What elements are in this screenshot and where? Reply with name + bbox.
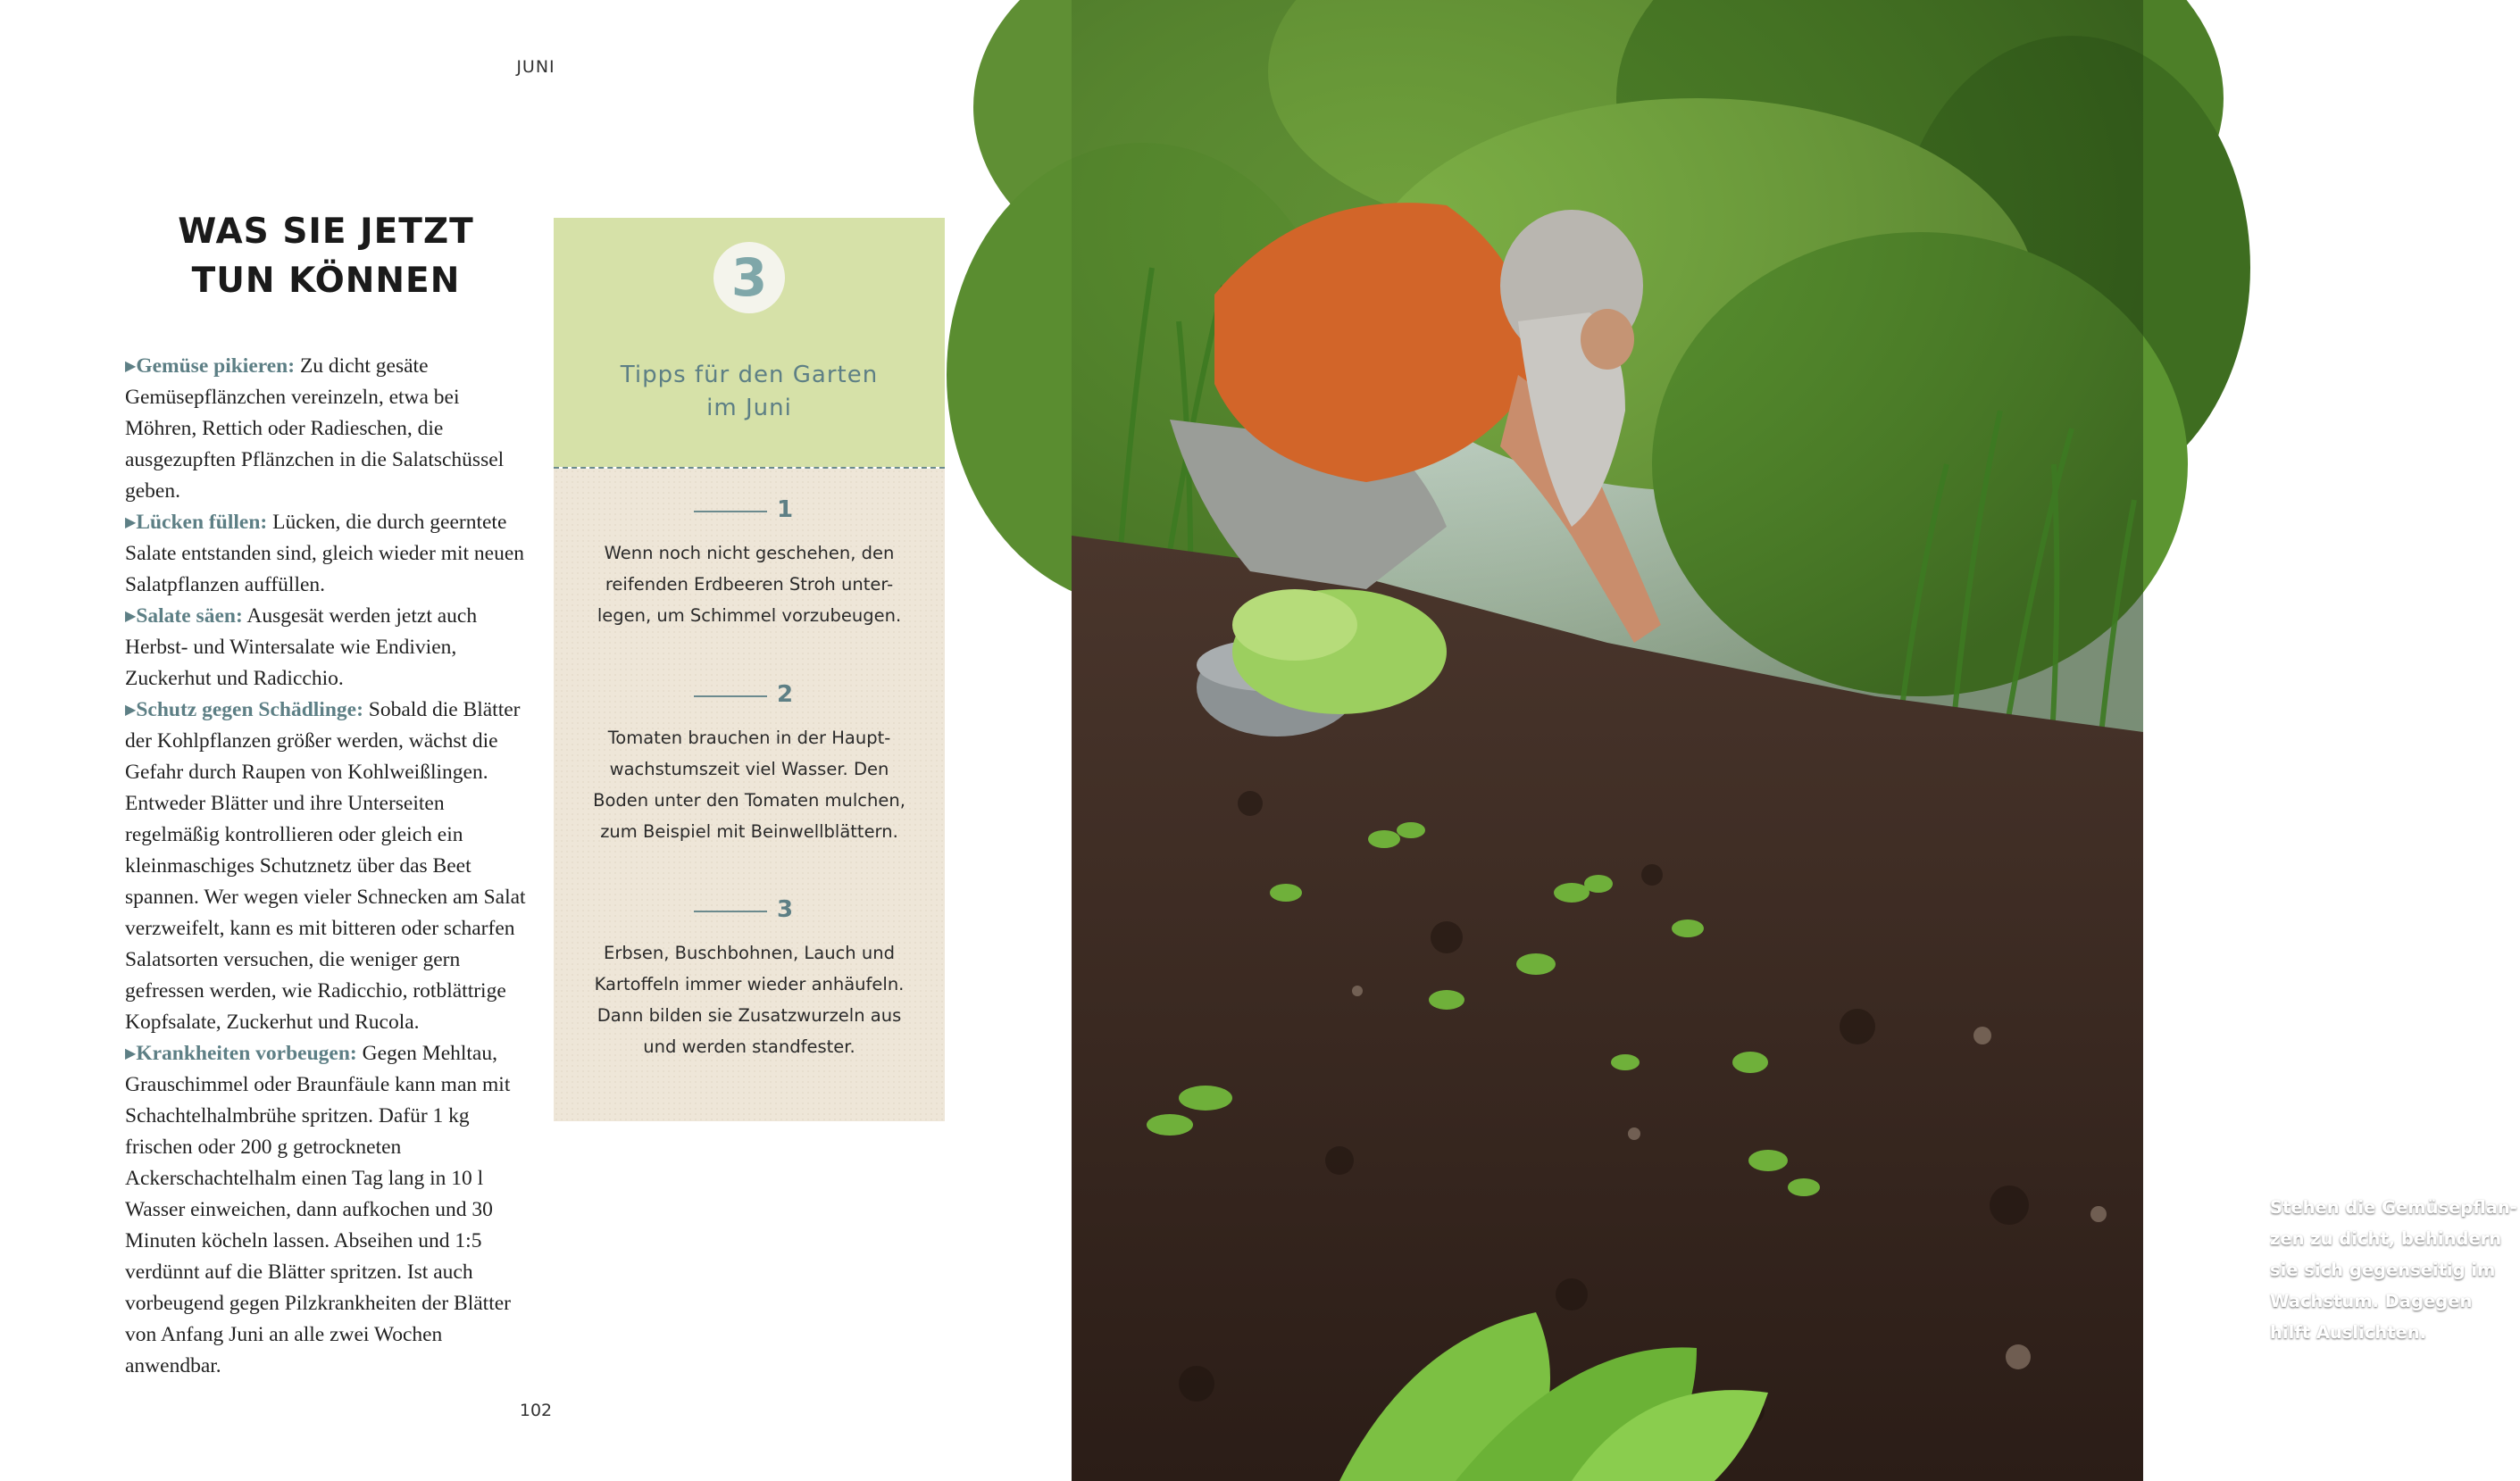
entry-schutz-schaedlinge <box>125 695 527 1038</box>
tip-rule <box>694 511 767 512</box>
entry-text: Sobald die Blätter der Kohlpflanzen größer werden, wächst die Gefahr durch Raupen von Kohlweißlingen. Entweder Blätter und ihre Unterseiten regelmäßig kontrollieren oder gleich ein kleinmaschiges Schutznetz über das Beet spannen. Wer wegen vieler Schnecken am Salat verzweifelt, kann es mit bitteren oder scharfen Salatsorten versuchen, die weniger gern gefressen werden, wie Radicchio, rotblättrige Kopfsalate, Zuckerhut und Rucola. <box>125 698 526 1034</box>
caption-line: sie sich gegenseitig im <box>2270 1260 2496 1280</box>
bullet-arrow-icon: ▶ <box>125 1046 137 1061</box>
caption-line: Wachstum. Dagegen <box>2270 1291 2473 1311</box>
bullet-arrow-icon: ▶ <box>125 609 137 624</box>
left-page <box>0 0 1072 1481</box>
tip-line: Kartoffeln immer wieder anhäufeln. <box>594 974 905 994</box>
garden-photo <box>1072 0 2517 1481</box>
entry-krankheiten-vorbeugen <box>125 1038 527 1382</box>
tip-text <box>554 722 945 847</box>
tip-line: legen, um Schimmel vorzubeugen. <box>597 605 902 626</box>
tip-line: Dann bilden sie Zusatzwurzeln aus <box>597 1005 902 1026</box>
tip-1 <box>554 495 945 631</box>
tips-title <box>554 359 945 425</box>
tips-box <box>554 218 945 1121</box>
entry-salate-saeen <box>125 601 527 695</box>
page-number: 102 <box>519 1401 553 1420</box>
entry-gemuese-pikieren <box>125 351 527 507</box>
tip-text <box>554 537 945 631</box>
caption-line: hilft Auslichten. <box>2270 1322 2427 1343</box>
tip-rule <box>694 911 767 912</box>
entry-lead: Lücken füllen: <box>136 511 268 534</box>
bullet-arrow-icon: ▶ <box>125 703 137 718</box>
tip-line: Boden unter den Tomaten mulchen, <box>593 790 905 811</box>
tip-number: 1 <box>777 496 794 523</box>
tips-title-line-2: im Juni <box>706 395 792 421</box>
entry-text: Gegen Mehltau, Grauschimmel oder Braunfäule kann man mit Schachtelhalmbrühe spritzen. Dafür 1 kg frischen oder 200 g getrockneten Ackerschachtelhalm einen Tag lang in 10 l Wasser einweichen, dann aufkochen und 30 Minuten köcheln lassen. Abseihen und 1:5 verdünnt auf die Blätter spritzen. Ist auch vorbeugend gegen Pilzkrankheiten der Blätter von Anfang Juni an alle zwei Wochen anwendbar. <box>125 1042 511 1377</box>
bullet-arrow-icon: ▶ <box>125 359 137 374</box>
tip-line: Wenn noch nicht geschehen, den <box>604 543 895 563</box>
body-text <box>125 351 527 1382</box>
entry-lead: Schutz gegen Schädlinge: <box>136 698 363 721</box>
tips-number-badge: 3 <box>713 242 785 313</box>
tip-number: 3 <box>777 896 794 923</box>
title-line-2: TUN KÖNNEN <box>191 261 461 301</box>
tip-line: Erbsen, Buschbohnen, Lauch und <box>604 943 895 963</box>
tip-line: reifenden Erdbeeren Stroh unter- <box>605 574 894 595</box>
entry-lead: Krankheiten vorbeugen: <box>136 1042 357 1065</box>
bullet-arrow-icon: ▶ <box>125 515 137 530</box>
running-head: JUNI <box>516 57 555 77</box>
tip-rule <box>694 695 767 697</box>
title-line-1: WAS SIE JETZT <box>178 212 474 252</box>
photo-caption <box>2270 1192 2520 1348</box>
tip-line: zum Beispiel mit Beinwellblättern. <box>600 821 898 842</box>
caption-line: zen zu dicht, behindern <box>2270 1228 2502 1249</box>
entry-text: Zu dicht gesäte Gemüsepflänzchen vereinzeln, etwa bei Möhren, Rettich oder Radieschen, die ausgezupften Pflänzchen in die Salatschüssel geben. <box>125 354 505 503</box>
tip-2 <box>554 679 945 847</box>
tip-3 <box>554 894 945 1062</box>
caption-line: Stehen die Gemüsepflan- <box>2270 1197 2517 1218</box>
entry-lead: Gemüse pikieren: <box>136 354 296 378</box>
entry-text: Lücken, die durch geerntete Salate entstanden sind, gleich wieder mit neuen Salatpflanzen auffüllen. <box>125 511 525 596</box>
entry-lead: Salate säen: <box>136 604 243 628</box>
tip-number: 2 <box>777 681 794 708</box>
page-title <box>125 207 527 305</box>
tips-title-line-1: Tipps für den Garten <box>620 362 879 388</box>
tip-line: und werden standfester. <box>643 1036 855 1057</box>
entry-luecken-fuellen <box>125 507 527 601</box>
tip-line: Tomaten brauchen in der Haupt- <box>607 728 891 748</box>
tip-line: wachstumszeit viel Wasser. Den <box>609 759 889 779</box>
entry-text: Ausgesät werden jetzt auch Herbst- und Wintersalate wie Endivien, Zuckerhut und Radicchio. <box>125 604 478 690</box>
garden-photo-illustration <box>1072 0 2143 1481</box>
tip-text <box>554 937 945 1062</box>
